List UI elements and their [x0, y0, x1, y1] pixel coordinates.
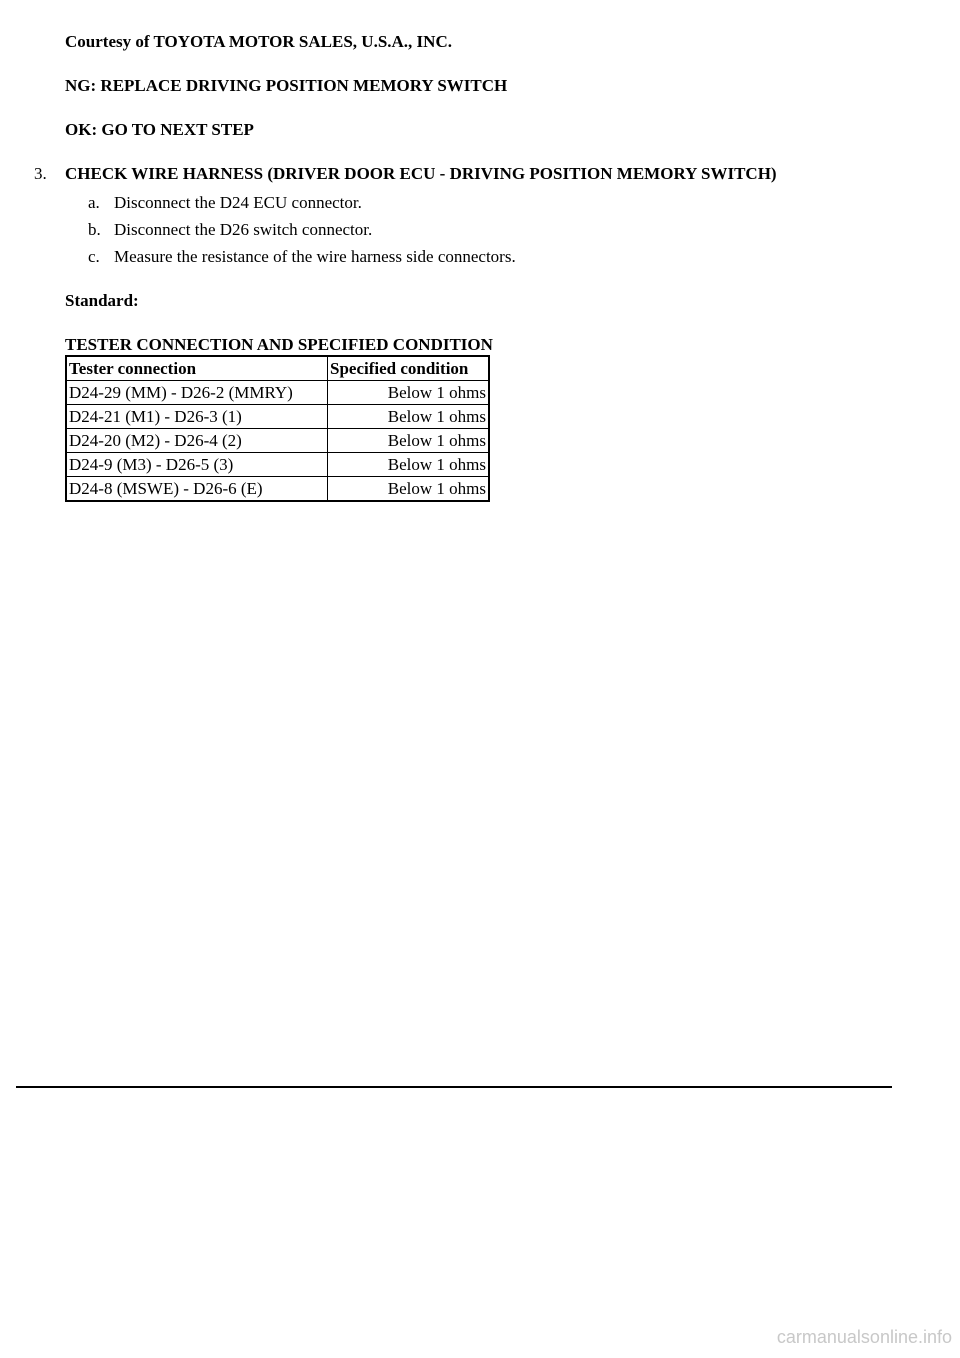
- table-header-row: [66, 356, 489, 381]
- table-row: [66, 381, 489, 405]
- table-caption: TESTER CONNECTION AND SPECIFIED CONDITION: [65, 335, 493, 354]
- substep-text-b: Disconnect the D26 switch connector.: [114, 220, 373, 239]
- specified-condition-cell: Below 1 ohms: [328, 477, 490, 502]
- tester-connection-cell: D24-9 (M3) - D26-5 (3): [66, 453, 328, 477]
- tester-connection-cell: D24-29 (MM) - D26-2 (MMRY): [66, 381, 328, 405]
- header-specified-condition: Specified condition: [328, 356, 490, 381]
- page-divider: [16, 1086, 892, 1088]
- step-title: CHECK WIRE HARNESS (DRIVER DOOR ECU - DRIVING POSITION MEMORY SWITCH): [65, 164, 777, 183]
- ng-result-line: NG: REPLACE DRIVING POSITION MEMORY SWITCH: [65, 76, 508, 95]
- substep-letter-b: b.: [88, 220, 101, 239]
- courtesy-line: Courtesy of TOYOTA MOTOR SALES, U.S.A., INC.: [65, 32, 452, 51]
- tester-connection-cell: D24-21 (M1) - D26-3 (1): [66, 405, 328, 429]
- specified-condition-cell: Below 1 ohms: [328, 429, 490, 453]
- spec-table: [65, 355, 490, 502]
- substep-letter-a: a.: [88, 193, 100, 212]
- table-row: [66, 405, 489, 429]
- substep-letter-c: c.: [88, 247, 100, 266]
- header-tester-connection: Tester connection: [66, 356, 328, 381]
- table-row: [66, 453, 489, 477]
- step-number: 3.: [34, 164, 47, 183]
- watermark: carmanualsonline.info: [776, 1327, 952, 1347]
- substep-text-a: Disconnect the D24 ECU connector.: [114, 193, 362, 212]
- specified-condition-cell: Below 1 ohms: [328, 453, 490, 477]
- ok-result-line: OK: GO TO NEXT STEP: [65, 120, 254, 139]
- tester-connection-cell: D24-8 (MSWE) - D26-6 (E): [66, 477, 328, 502]
- substep-text-c: Measure the resistance of the wire harness side connectors.: [114, 247, 516, 266]
- tester-connection-cell: D24-20 (M2) - D26-4 (2): [66, 429, 328, 453]
- table-row: [66, 429, 489, 453]
- table-row: [66, 477, 489, 502]
- specified-condition-cell: Below 1 ohms: [328, 405, 490, 429]
- specified-condition-cell: Below 1 ohms: [328, 381, 490, 405]
- standard-label: Standard:: [65, 291, 139, 310]
